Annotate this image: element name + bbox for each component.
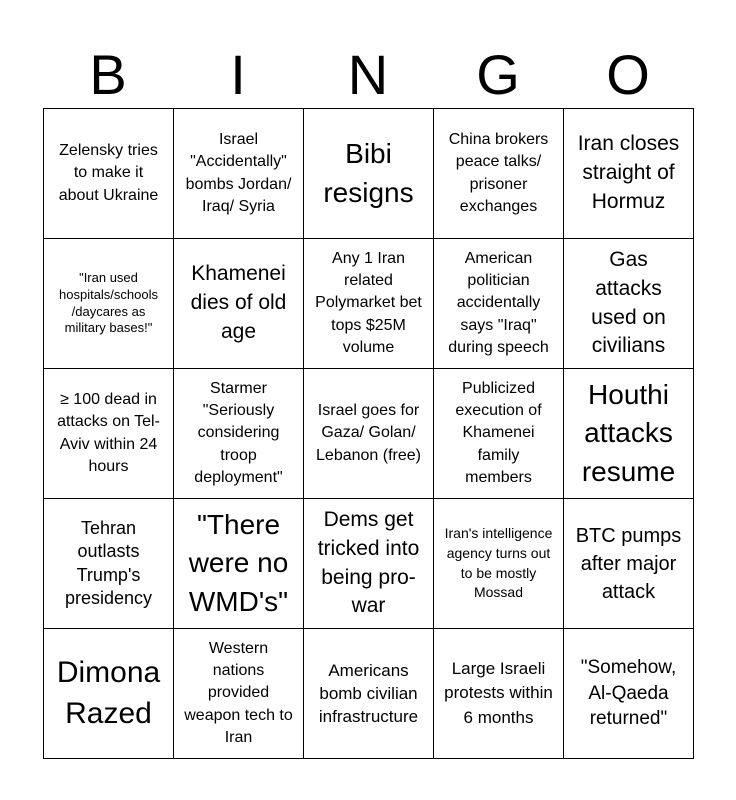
header-letter-b: B [89,43,127,106]
bingo-cell[interactable]: Zelensky tries to make it about Ukraine [44,109,174,239]
bingo-cell[interactable]: Americans bomb civilian infrastructure [304,629,434,759]
bingo-cell[interactable]: Tehran outlasts Trump's presidency [44,499,174,629]
bingo-cell[interactable]: Bibi resigns [304,109,434,239]
bingo-cell[interactable]: Large Israeli protests within 6 months [434,629,564,759]
bingo-cell[interactable]: Starmer "Seriously considering troop deployment" [174,369,304,499]
bingo-cell[interactable]: American politician accidentally says "Iraq" during speech [434,239,564,369]
bingo-cell[interactable]: Western nations provided weapon tech to Iran [174,629,304,759]
bingo-cell[interactable]: BTC pumps after major attack [564,499,694,629]
bingo-cell[interactable]: Iran's intelligence agency turns out to be mostly Mossad [434,499,564,629]
bingo-cell[interactable]: Gas attacks used on civilians [564,239,694,369]
header-letter-i: I [230,43,246,106]
bingo-cell[interactable]: "Somehow, Al-Qaeda returned" [564,629,694,759]
bingo-cell[interactable]: Houthi attacks resume [564,369,694,499]
header-letter-g: G [476,43,520,106]
bingo-cell[interactable]: Any 1 Iran related Polymarket bet tops $25M volume [304,239,434,369]
bingo-cell[interactable]: Khamenei dies of old age [174,239,304,369]
header-letter-o: O [606,43,650,106]
bingo-cell[interactable]: "There were no WMD's" [174,499,304,629]
bingo-cell[interactable]: Dems get tricked into being pro-war [304,499,434,629]
bingo-cell[interactable]: Dimona Razed [44,629,174,759]
header-letter-n: N [347,43,389,106]
bingo-cell[interactable]: Israel goes for Gaza/ Golan/ Lebanon (free) [304,369,434,499]
bingo-header [43,42,693,108]
bingo-cell[interactable]: Israel "Accidentally" bombs Jordan/ Iraq/ Syria [174,109,304,239]
bingo-cell[interactable]: China brokers peace talks/ prisoner exchanges [434,109,564,239]
bingo-cell[interactable]: Iran closes straight of Hormuz [564,109,694,239]
bingo-cell[interactable]: Publicized execution of Khamenei family members [434,369,564,499]
bingo-cell[interactable]: "Iran used hospitals/schools /daycares as military bases!" [44,239,174,369]
bingo-cell[interactable]: ≥ 100 dead in attacks on Tel-Aviv within 24 hours [44,369,174,499]
bingo-board [43,108,694,759]
